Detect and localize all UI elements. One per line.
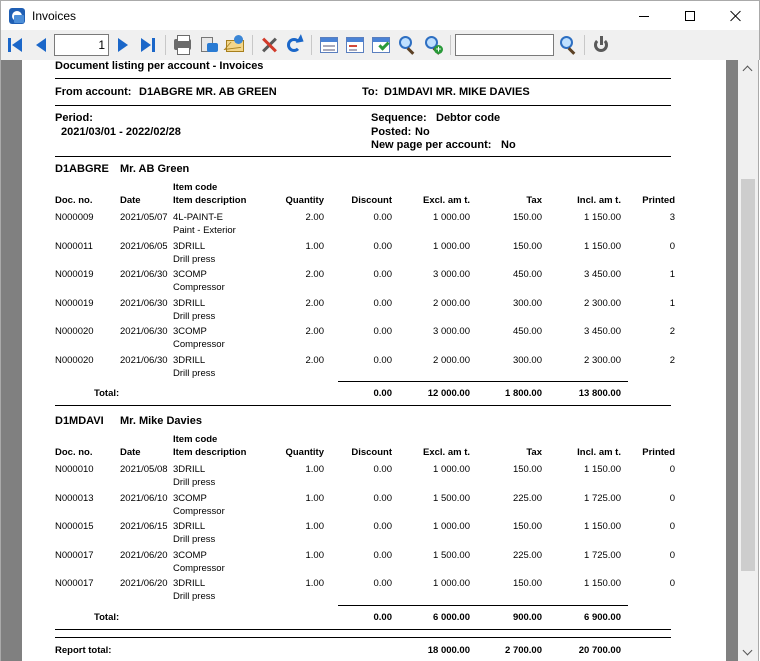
row-item-code: 3DRILL	[173, 354, 206, 366]
row-printed: 0	[669, 578, 675, 589]
row-discount: 0.00	[373, 326, 392, 337]
column-header-item-description: Item description	[173, 195, 247, 206]
row-item-description: Drill press	[173, 253, 216, 265]
row-item-code: 3COMP	[173, 326, 207, 337]
search-icon	[560, 36, 573, 49]
column-header-date: Date	[120, 195, 141, 206]
search-button[interactable]	[558, 35, 578, 55]
column-header-doc-no: Doc. no.	[55, 447, 93, 458]
row-item-description: Compressor	[173, 282, 225, 293]
close-icon	[730, 10, 742, 22]
row-date: 2021/05/07	[120, 212, 168, 223]
row-doc-no: N000010	[55, 464, 94, 475]
row-doc-no: N000020	[55, 326, 94, 337]
row-printed: 0	[669, 549, 675, 561]
title-bar	[0, 0, 760, 30]
new-page-label: New page per account:	[371, 139, 492, 151]
row-date: 2021/05/08	[120, 464, 168, 475]
row-item-code: 3DRILL	[173, 521, 206, 532]
row-tax: 450.00	[512, 269, 542, 280]
row-quantity: 2.00	[305, 326, 324, 337]
chevron-up-icon	[743, 66, 753, 76]
row-doc-no: N000017	[55, 578, 94, 589]
column-header-printed: Printed	[642, 447, 675, 458]
period-label: Period:	[55, 112, 93, 124]
page-layout-icon	[320, 37, 338, 53]
row-discount: 0.00	[373, 578, 392, 589]
column-header-item-code: Item code	[173, 434, 218, 445]
printer-icon	[174, 39, 191, 50]
row-excl-amount: 1 500.00	[433, 492, 470, 504]
row-excl-amount: 2 000.00	[433, 354, 470, 366]
subtotal-line	[338, 605, 628, 606]
posted-value: No	[415, 126, 430, 138]
row-item-description: Drill press	[173, 534, 216, 545]
zoom-button[interactable]	[397, 35, 417, 55]
row-tax: 150.00	[512, 521, 542, 532]
row-printed: 0	[669, 464, 675, 475]
row-tax: 150.00	[512, 240, 542, 252]
row-incl-amount: 1 150.00	[584, 240, 621, 252]
maximize-icon	[685, 11, 695, 21]
scroll-up-button[interactable]	[738, 60, 758, 77]
row-quantity: 2.00	[305, 212, 324, 223]
viewer-margin-right	[726, 60, 738, 661]
row-doc-no: N000009	[55, 212, 94, 223]
row-discount: 0.00	[373, 521, 392, 532]
row-incl-amount: 1 150.00	[584, 212, 621, 223]
row-date: 2021/06/30	[120, 269, 168, 280]
chevron-down-icon	[743, 646, 753, 656]
maximize-button[interactable]	[667, 1, 713, 31]
row-excl-amount: 1 000.00	[433, 578, 470, 589]
row-tax: 300.00	[512, 354, 542, 366]
row-tax: 150.00	[512, 578, 542, 589]
row-item-description: Compressor	[173, 339, 225, 350]
total-label: Total:	[94, 388, 120, 399]
row-date: 2021/06/05	[120, 240, 168, 252]
report-total-incl: 20 700.00	[578, 645, 621, 656]
from-account-label: From account:	[55, 86, 132, 98]
refresh-button[interactable]	[284, 35, 304, 55]
toolbar-separator	[311, 35, 312, 55]
row-item-code: 3COMP	[173, 269, 207, 280]
row-printed: 1	[669, 297, 675, 309]
row-doc-no: N000015	[55, 521, 94, 532]
toolbar-separator	[450, 35, 451, 55]
column-header-quantity: Quantity	[285, 195, 324, 206]
account-code: D1MDAVI	[55, 415, 104, 427]
column-header-date: Date	[120, 447, 141, 458]
from-account-value: D1ABGRE MR. AB GREEN	[139, 86, 277, 98]
row-item-code: 3DRILL	[173, 297, 206, 309]
total-discount: 0.00	[373, 388, 392, 399]
row-excl-amount: 1 500.00	[433, 549, 470, 561]
vertical-scrollbar[interactable]	[738, 60, 759, 661]
divider	[55, 156, 671, 157]
row-item-code: 3COMP	[173, 492, 207, 504]
row-doc-no: N000020	[55, 354, 94, 366]
column-header-item-code: Item code	[173, 182, 218, 193]
page-number-input[interactable]	[54, 34, 109, 56]
row-incl-amount: 3 450.00	[584, 326, 621, 337]
row-printed: 2	[669, 354, 675, 366]
row-tax: 300.00	[512, 297, 542, 309]
row-item-code: 3DRILL	[173, 240, 206, 252]
row-quantity: 1.00	[305, 464, 324, 475]
row-discount: 0.00	[373, 464, 392, 475]
next-page-button[interactable]	[113, 35, 133, 55]
subtotal-line	[338, 381, 628, 382]
total-tax: 900.00	[512, 611, 542, 623]
row-excl-amount: 1 000.00	[433, 521, 470, 532]
total-discount: 0.00	[373, 611, 392, 623]
column-header-quantity: Quantity	[285, 447, 324, 458]
total-label: Total:	[94, 611, 120, 623]
row-printed: 1	[669, 269, 675, 280]
row-item-description: Compressor	[173, 562, 225, 574]
total-incl-amount: 6 900.00	[584, 611, 621, 623]
row-date: 2021/06/30	[120, 297, 168, 309]
row-discount: 0.00	[373, 492, 392, 504]
row-discount: 0.00	[373, 240, 392, 252]
row-item-code: 3COMP	[173, 549, 207, 561]
row-quantity: 1.00	[305, 521, 324, 532]
row-discount: 0.00	[373, 354, 392, 366]
export-button[interactable]	[199, 35, 219, 55]
section-divider	[55, 405, 671, 406]
row-tax: 450.00	[512, 326, 542, 337]
row-printed: 0	[669, 240, 675, 252]
email-button[interactable]	[225, 35, 245, 55]
posted-label: Posted:	[371, 126, 412, 138]
column-header-discount: Discount	[351, 195, 392, 206]
total-excl-amount: 6 000.00	[433, 611, 470, 623]
select-pages-button[interactable]	[371, 35, 391, 55]
row-discount: 0.00	[373, 297, 392, 309]
new-page-value: No	[501, 139, 516, 151]
toolbar-separator	[165, 35, 166, 55]
scrollbar-thumb[interactable]	[741, 179, 755, 571]
row-date: 2021/06/30	[120, 354, 168, 366]
zoom-in-button[interactable]: +	[423, 35, 443, 55]
report-total-excl: 18 000.00	[427, 645, 470, 656]
period-value: 2021/03/01 - 2022/02/28	[61, 126, 181, 138]
sequence-label: Sequence:	[371, 112, 427, 124]
row-quantity: 2.00	[305, 354, 324, 366]
row-quantity: 2.00	[305, 297, 324, 309]
first-page-icon	[8, 38, 11, 52]
account-code: D1ABGRE	[55, 163, 109, 175]
next-page-icon	[118, 38, 128, 52]
row-date: 2021/06/15	[120, 521, 168, 532]
row-excl-amount: 1 000.00	[433, 212, 470, 223]
row-doc-no: N000011	[55, 240, 93, 252]
row-printed: 0	[669, 521, 675, 532]
row-incl-amount: 3 450.00	[584, 269, 621, 280]
row-excl-amount: 3 000.00	[433, 326, 470, 337]
minimize-icon	[639, 16, 649, 17]
viewer-margin-left	[0, 60, 22, 661]
last-page-icon	[141, 38, 151, 52]
row-discount: 0.00	[373, 269, 392, 280]
search-input[interactable]	[455, 34, 554, 56]
column-header-incl-amount: Incl. am t.	[577, 195, 621, 206]
page-layout-button[interactable]	[319, 35, 339, 55]
row-date: 2021/06/10	[120, 492, 168, 504]
divider	[55, 78, 671, 79]
column-header-doc-no: Doc. no.	[55, 195, 93, 206]
account-name: Mr. Mike Davies	[120, 415, 202, 427]
row-item-description: Drill press	[173, 477, 216, 488]
row-incl-amount: 1 150.00	[584, 578, 621, 589]
column-header-item-description: Item description	[173, 447, 247, 458]
row-printed: 0	[669, 492, 675, 504]
row-incl-amount: 1 725.00	[584, 549, 621, 561]
row-quantity: 1.00	[305, 549, 324, 561]
close-viewer-button[interactable]	[591, 35, 611, 55]
row-date: 2021/06/20	[120, 578, 168, 589]
row-date: 2021/06/30	[120, 326, 168, 337]
row-item-description: Drill press	[173, 310, 216, 322]
minimize-button[interactable]	[621, 1, 667, 31]
column-header-excl-amount: Excl. am t.	[423, 195, 470, 206]
row-item-description: Drill press	[173, 591, 216, 602]
row-incl-amount: 2 300.00	[584, 354, 621, 366]
window-title: Invoices	[32, 9, 77, 23]
row-excl-amount: 2 000.00	[433, 297, 470, 309]
close-button[interactable]	[713, 1, 759, 31]
row-item-description: Paint - Exterior	[173, 225, 236, 236]
row-quantity: 2.00	[305, 269, 324, 280]
row-excl-amount: 1 000.00	[433, 464, 470, 475]
row-printed: 2	[669, 326, 675, 337]
column-header-discount: Discount	[351, 447, 392, 458]
divider	[55, 105, 671, 106]
total-tax: 1 800.00	[505, 388, 542, 399]
row-item-description: Compressor	[173, 505, 225, 517]
row-tax: 225.00	[512, 492, 542, 504]
row-incl-amount: 1 150.00	[584, 521, 621, 532]
row-quantity: 1.00	[305, 578, 324, 589]
total-incl-amount: 13 800.00	[578, 388, 621, 399]
previous-page-button[interactable]	[31, 35, 51, 55]
row-doc-no: N000013	[55, 492, 94, 504]
tools-button[interactable]	[259, 35, 279, 55]
row-discount: 0.00	[373, 549, 392, 561]
row-excl-amount: 3 000.00	[433, 269, 470, 280]
row-printed: 3	[669, 212, 675, 223]
row-doc-no: N000019	[55, 297, 94, 309]
column-header-tax: Tax	[526, 195, 542, 206]
total-excl-amount: 12 000.00	[427, 388, 470, 399]
row-excl-amount: 1 000.00	[433, 240, 470, 252]
row-date: 2021/06/20	[120, 549, 168, 561]
to-account-value: D1MDAVI MR. MIKE DAVIES	[384, 86, 530, 98]
toolbar	[0, 30, 760, 60]
row-item-description: Drill press	[173, 367, 216, 379]
first-page-button[interactable]	[6, 35, 26, 55]
row-incl-amount: 2 300.00	[584, 297, 621, 309]
page-setup-button[interactable]	[345, 35, 365, 55]
row-tax: 150.00	[512, 212, 542, 223]
page-setup-icon	[346, 37, 364, 53]
report-page	[22, 60, 726, 661]
row-quantity: 1.00	[305, 240, 324, 252]
scroll-down-button[interactable]	[738, 644, 758, 661]
row-item-code: 4L-PAINT-E	[173, 212, 223, 223]
row-discount: 0.00	[373, 212, 392, 223]
column-header-incl-amount: Incl. am t.	[577, 447, 621, 458]
toolbar-separator	[584, 35, 585, 55]
column-header-excl-amount: Excl. am t.	[423, 447, 470, 458]
row-tax: 150.00	[512, 464, 542, 475]
last-page-button[interactable]	[138, 35, 158, 55]
row-incl-amount: 1 725.00	[584, 492, 621, 504]
to-account-label: To:	[362, 86, 379, 98]
row-item-code: 3DRILL	[173, 578, 206, 589]
column-header-tax: Tax	[526, 447, 542, 458]
app-icon	[9, 8, 25, 24]
report-total-label: Report total:	[55, 645, 112, 656]
row-tax: 225.00	[512, 549, 542, 561]
toolbar-separator	[252, 35, 253, 55]
previous-page-icon	[36, 38, 46, 52]
row-item-code: 3DRILL	[173, 464, 206, 475]
account-name: Mr. AB Green	[120, 163, 190, 175]
report-total-divider	[55, 637, 671, 638]
row-quantity: 1.00	[305, 492, 324, 504]
report-title: Document listing per account - Invoices	[55, 60, 264, 72]
section-divider	[55, 629, 671, 630]
column-header-printed: Printed	[642, 195, 675, 206]
zoom-icon	[399, 36, 412, 49]
print-button[interactable]	[173, 35, 193, 55]
row-incl-amount: 1 150.00	[584, 464, 621, 475]
row-doc-no: N000017	[55, 549, 94, 561]
row-doc-no: N000019	[55, 269, 94, 280]
report-total-tax: 2 700.00	[505, 645, 542, 656]
sequence-value: Debtor code	[436, 112, 501, 124]
